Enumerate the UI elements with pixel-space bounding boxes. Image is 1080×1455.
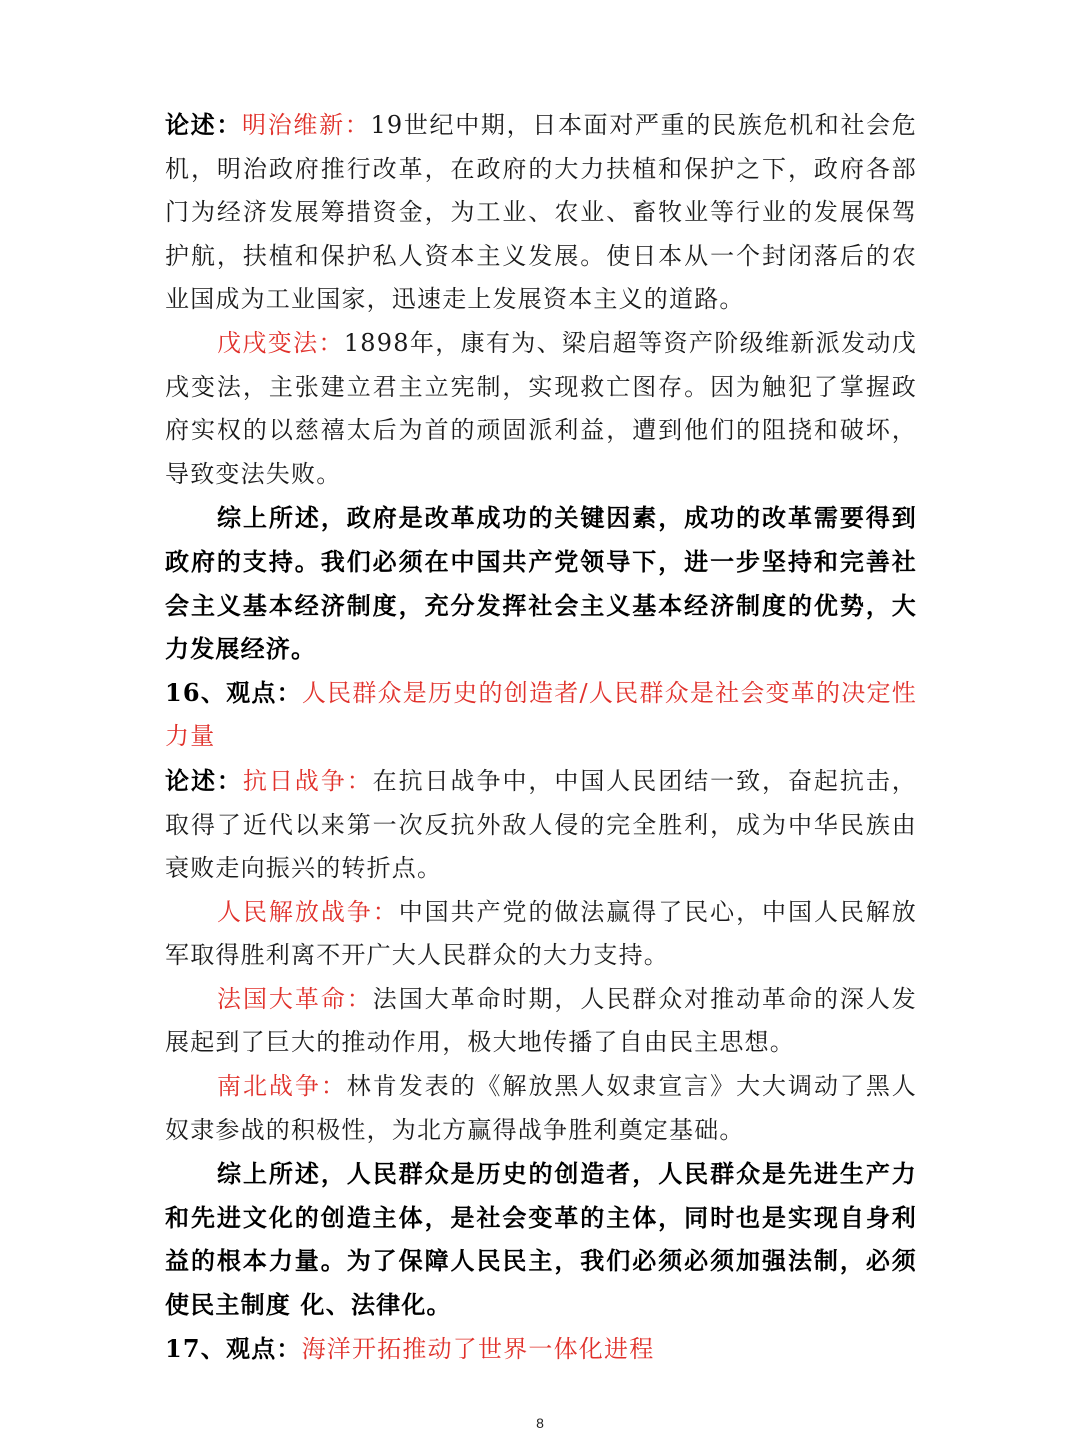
paragraph-meiji xyxy=(165,103,917,322)
title-kangri: 抗日战争： xyxy=(242,766,373,795)
paragraph-jiefang xyxy=(165,891,917,978)
text-french-revolution: 法国大革命时期，人民群众对推动革命的深人发展起到了巨大的推动作用，极大地传播了自由民主思想。 xyxy=(165,984,918,1057)
paragraph-civil-war xyxy=(165,1065,917,1152)
title-jiefang: 人民解放战争： xyxy=(217,897,399,926)
document-body xyxy=(165,103,917,1371)
title-meiji: 明治维新： xyxy=(242,111,371,139)
text-meiji: 19世纪中期，日本面对严重的民族危机和社会危机，明治政府推行改革，在政府的大力扶植和保护之下，政府各部门为经济发展筹措资金，为工业、农业、畜牧业等行业的发展保驾护航，扶植和保护私人资本主义发展。使日本从一个封闭落后的农业国成为工业国家，迅速走上发展资本主义的道路。 xyxy=(165,111,917,314)
label-lunshu: 论述： xyxy=(165,110,243,139)
paragraph-conclusion-15: 综上所述，政府是改革成功的关键因素，成功的改革需要得到政府的支持。我们必须在中国共产党领导下，进一步坚持和完善社会主义基本经济制度，充分发挥社会主义基本经济制度的优势，大力发展经济。 xyxy=(165,503,917,664)
paragraph-conclusion-16: 综上所述，人民群众是历史的创造者，人民群众是先进生产力和先进文化的创造主体，是社会变革的主体，同时也是实现自身利益的根本力量。为了保障人民民主，我们必须必须加强法制，必须使民主制度 化、法律化。 xyxy=(165,1159,917,1320)
title-civil-war: 南北战争： xyxy=(217,1072,347,1101)
text-kangri: 在抗日战争中，中国人民团结一致，奋起抗击，取得了近代以来第一次反抗外敌人侵的完全胜利，成为中华民族由衰败走向振兴的转折点。 xyxy=(165,766,918,883)
heading-16 xyxy=(165,671,917,759)
text-jiefang: 中国共产党的做法赢得了民心，中国人民解放军取得胜利离不开广大人民群众的大力支持。 xyxy=(165,897,918,970)
paragraph-french-revolution xyxy=(165,978,917,1065)
text-wuxu: 1898年，康有为、梁启超等资产阶级维新派发动戊戌变法，主张建立君主立宪制，实现救亡图存。因为触犯了掌握政府实权的以慈禧太后为首的顽固派利益，遭到他们的阻挠和破坏，导致变法失败。 xyxy=(165,328,917,488)
paragraph-wuxu xyxy=(165,322,917,496)
page-number: 8 xyxy=(536,1415,544,1431)
title-wuxu: 戊戌变法： xyxy=(217,328,344,357)
title-french-revolution: 法国大革命： xyxy=(217,984,373,1013)
heading-17 xyxy=(165,1327,917,1372)
label-lunshu-2: 论述： xyxy=(165,765,243,795)
viewpoint-17: 海洋开拓推动了世界一体化进程 xyxy=(301,1334,655,1363)
label-16: 16、观点： xyxy=(165,677,302,707)
paragraph-kangri xyxy=(165,759,917,891)
label-17: 17、观点： xyxy=(165,1333,302,1363)
viewpoint-16: 人民群众是历史的创造者/人民群众是社会变革的决定性力量 xyxy=(165,678,917,751)
text-civil-war: 林肯发表的《解放黑人奴隶宣言》大大调动了黑人奴隶参战的积极性，为北方赢得战争胜利奠定基础。 xyxy=(165,1072,918,1144)
